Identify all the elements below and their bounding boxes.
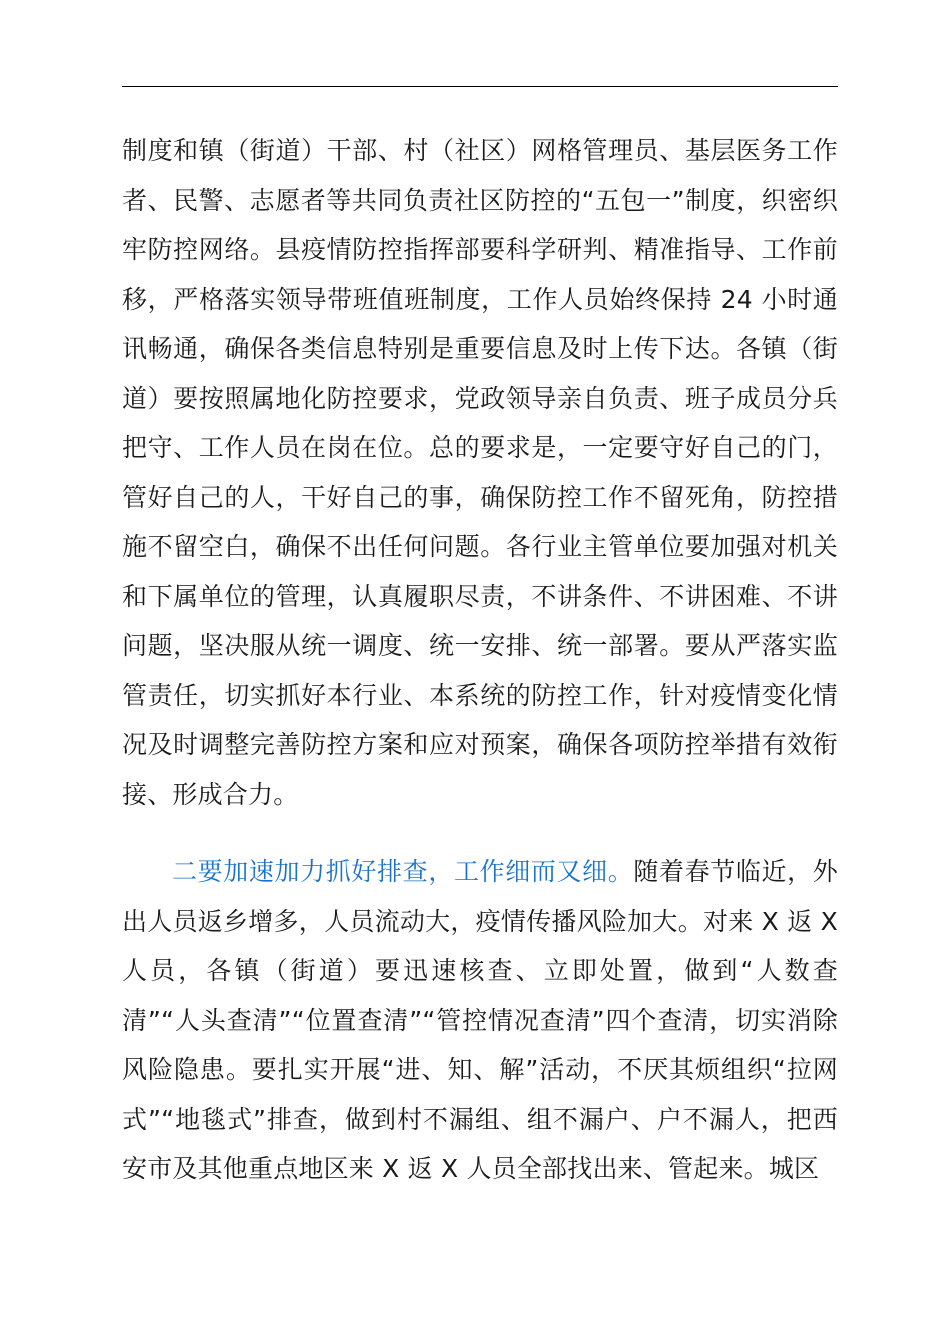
paragraph-2: [122, 847, 838, 1194]
paragraph-1: [122, 126, 838, 819]
document-body: [122, 126, 838, 1194]
paragraph-2-lead: 二要加速加力抓好排查，工作细而又细。: [172, 857, 634, 886]
header-rule: [122, 86, 838, 87]
paragraph-2-text: 随着春节临近，外出人员返乡增多，人员流动大，疫情传播风险加大。对来 X 返 X 人员，各镇（街道）要迅速核查、立即处置，做到“人数查清”“人头查清”“位置查清”“管控情况查清”四个查清，切实消除风险隐患。要扎实开展“进、知、解”活动，不厌其烦组织“拉网式”“地毯式”排查，做到村不漏组、组不漏户、户不漏人，把西安市及其他重点地区来 X 返 X 人员全部找出来、管起来。城区: [122, 857, 838, 1183]
paragraph-1-text: 制度和镇（街道）干部、村（社区）网格管理员、基层医务工作者、民警、志愿者等共同负责社区防控的“五包一”制度，织密织牢防控网络。县疫情防控指挥部要科学研判、精准指导、工作前移，严格落实领导带班值班制度，工作人员始终保持 24 小时通讯畅通，确保各类信息特别是重要信息及时上传下达。各镇（街道）要按照属地化防控要求，党政领导亲自负责、班子成员分兵把守、工作人员在岗在位。总的要求是，一定要守好自己的门，管好自己的人，干好自己的事，确保防控工作不留死角，防控措施不留空白，确保不出任何问题。各行业主管单位要加强对机关和下属单位的管理，认真履职尽责，不讲条件、不讲困难、不讲问题，坚决服从统一调度、统一安排、统一部署。要从严落实监管责任，切实抓好本行业、本系统的防控工作，针对疫情变化情况及时调整完善防控方案和应对预案，确保各项防控举措有效衔接、形成合力。: [122, 136, 838, 809]
